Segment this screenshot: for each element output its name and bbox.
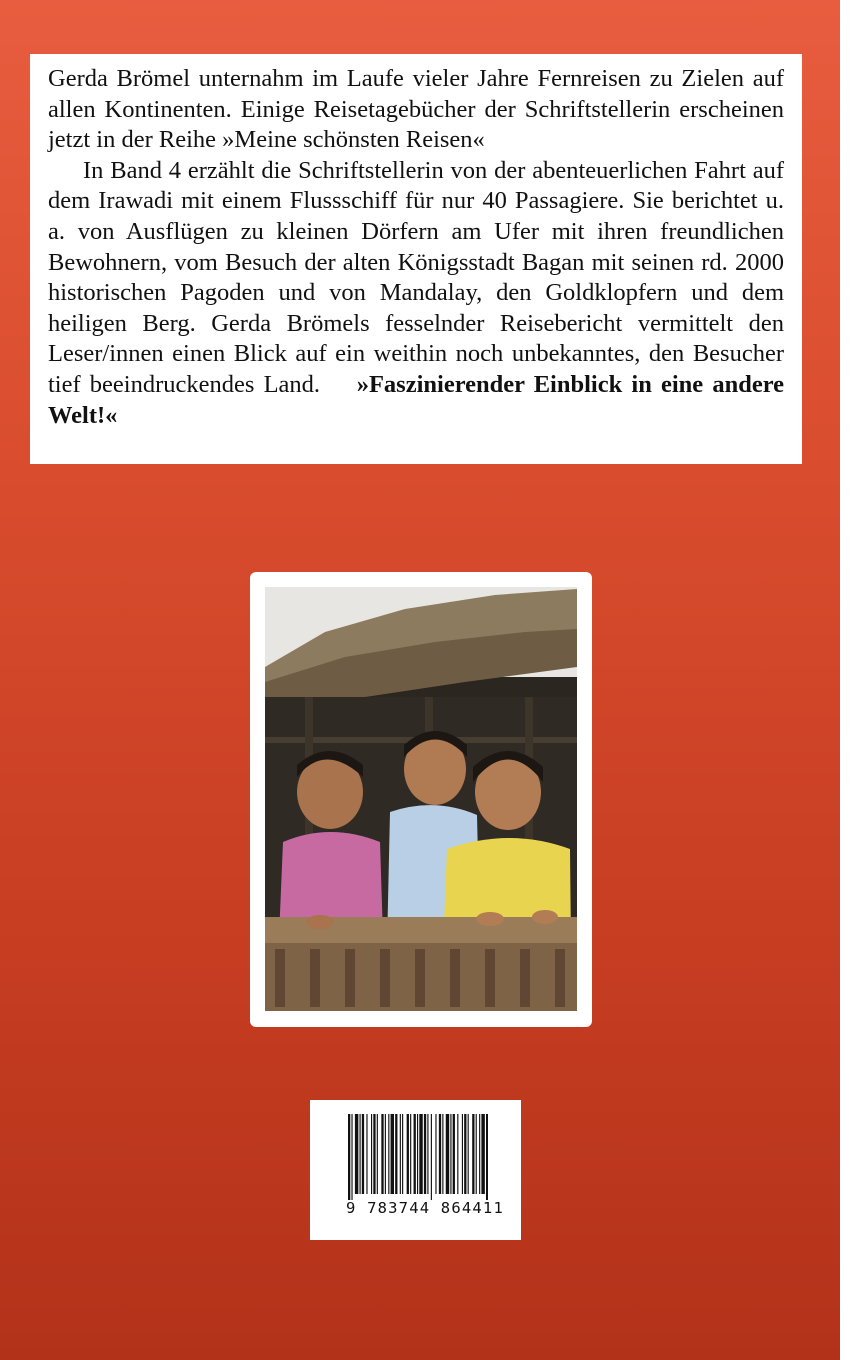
- barcode-bar: [472, 1114, 474, 1194]
- barcode-bar: [355, 1114, 358, 1194]
- barcode-bar: [442, 1114, 443, 1194]
- photo-illustration: [265, 587, 577, 1011]
- barcode-bar: [348, 1114, 350, 1200]
- photo-frame: [250, 572, 592, 1027]
- isbn-barcode: [310, 1100, 521, 1240]
- barcode-bar: [435, 1114, 436, 1194]
- cover-photo-children-at-railing: [265, 587, 577, 1011]
- barcode-bar: [450, 1114, 451, 1194]
- barcode-bar: [402, 1114, 403, 1194]
- barcode-bar: [391, 1114, 394, 1194]
- barcode-bar: [371, 1114, 372, 1194]
- barcode-bar: [400, 1114, 401, 1194]
- barcode-bar: [431, 1114, 432, 1200]
- barcode-bar: [464, 1114, 466, 1194]
- barcode-bar: [388, 1114, 389, 1194]
- barcode-bar: [362, 1114, 364, 1194]
- barcode-bar: [414, 1114, 416, 1194]
- barcode-bar: [457, 1114, 458, 1194]
- blurb-paragraph-2: [48, 156, 784, 431]
- barcode-bar: [486, 1114, 488, 1200]
- blurb-closing-quote: »Faszinierender Einblick in eine andere Welt!«: [48, 370, 785, 429]
- barcode-bar: [424, 1114, 426, 1194]
- isbn-digits: 9 783744 864411: [346, 1199, 504, 1217]
- barcode-bar: [439, 1114, 441, 1194]
- barcode-bar: [453, 1114, 455, 1194]
- blurb-paragraph-2-text: In Band 4 erzählt die Schriftstellerin von der abenteuerlichen Fahrt auf dem Irawadi mit einem Flussschiff für nur 40 Passagiere. Sie berichtet u. a. von Ausflügen zu kleinen Dörfern am Ufer mit ihren freundlichen Bewohnern, vom Besuch der alten Königsstadt Bagan mit seinen rd. 2000 historischen Pagoden und von Mandalay, den Goldklopfern und dem heiligen Berg. Gerda Brömels fesselnder Reisebericht vermittelt den Leser/innen einen Blick auf ein weithin noch unbekanntes, den Besucher tief beeindruckendes Land.: [48, 156, 784, 398]
- barcode-bar: [481, 1114, 484, 1194]
- barcode-bar: [377, 1114, 378, 1194]
- barcode-bar: [360, 1114, 361, 1194]
- blurb-paragraph-1: Gerda Brömel unternahm im Laufe vieler Jahre Fernreisen zu Zielen auf allen Kontinenten. Einige Reisetagebücher der Schriftstellerin erscheinen jetzt in der Reihe »Meine schönsten Reisen«: [48, 65, 784, 154]
- barcode-bar: [462, 1114, 463, 1194]
- barcode-bar: [468, 1114, 469, 1194]
- barcode-bar: [366, 1114, 367, 1194]
- barcode-bar: [476, 1114, 477, 1194]
- barcode-bar: [373, 1114, 375, 1194]
- barcode-bar: [351, 1114, 352, 1200]
- back-cover-blurb: [30, 54, 802, 464]
- barcode-bar: [417, 1114, 418, 1194]
- cover-edge-strip: [840, 0, 850, 1360]
- barcode-bar: [407, 1114, 409, 1194]
- barcode-bar: [446, 1114, 449, 1194]
- barcode-bar: [419, 1114, 422, 1194]
- barcode-bar: [410, 1114, 411, 1194]
- barcode-bar: [381, 1114, 383, 1194]
- barcode-bars: [348, 1114, 488, 1200]
- barcode-bar: [385, 1114, 386, 1194]
- barcode-bar: [427, 1114, 428, 1194]
- barcode-bar: [395, 1114, 397, 1194]
- barcode-bar: [479, 1114, 480, 1194]
